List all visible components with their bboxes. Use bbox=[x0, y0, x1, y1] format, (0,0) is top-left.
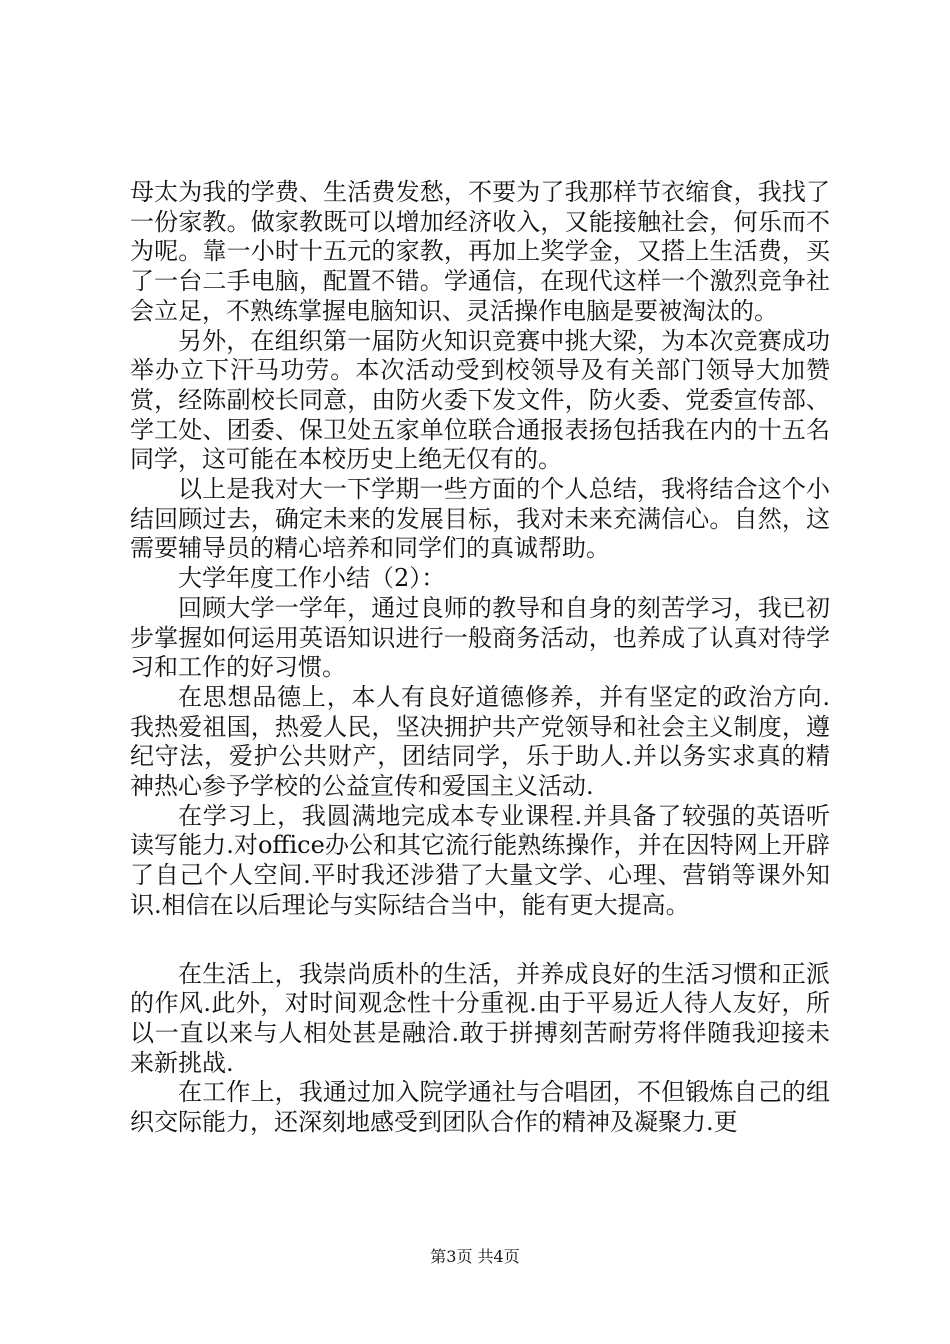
paragraph-fire-contest: 另外，在组织第一届防火知识竞赛中挑大梁，为本次竞赛成功举办立下汗马功劳。本次活动受到校领导及有关部门领导大加赞赏，经陈副校长同意，由防火委下发文件，防火委、党委宣传部、学工处、团委、保卫处五家单位联合通报表扬包括我在内的十五名同学，这可能在本校历史上绝无仅有的。 bbox=[130, 326, 830, 474]
paragraph-morality: 在思想品德上，本人有良好道德修养，并有坚定的政治方向.我热爱祖国，热爱人民，坚决拥护共产党领导和社会主义制度，遵纪守法，爱护公共财产，团结同学，乐于助人.并以务实求真的精神热心参予学校的公益宣传和爱国主义活动. bbox=[130, 682, 830, 801]
paragraph-summary: 以上是我对大一下学期一些方面的个人总结，我将结合这个小结回顾过去，确定未来的发展目标，我对未来充满信心。自然，这需要辅导员的精心培养和同学们的真诚帮助。 bbox=[130, 475, 830, 563]
paragraph-study: 在学习上，我圆满地完成本专业课程.并具备了较强的英语听读写能力.对office办公和其它流行能熟练操作，并在因特网上开辟了自己个人空间.平时我还涉猎了大量文学、心理、营销等课外知识.相信在以后理论与实际结合当中，能有更大提高。 bbox=[130, 801, 830, 919]
paragraph-review: 回顾大学一学年，通过良师的教导和自身的刻苦学习，我已初步掌握如何运用英语知识进行一般商务活动，也养成了认真对待学习和工作的好习惯。 bbox=[130, 593, 830, 682]
section-heading: 大学年度工作小结（2）： bbox=[178, 564, 446, 593]
document-body bbox=[130, 178, 830, 1138]
paragraph-gap bbox=[130, 921, 830, 960]
page-number-footer: 第3页 共4页 bbox=[430, 1247, 520, 1266]
paragraph-work: 在工作上，我通过加入院学通社与合唱团，不但锻炼自己的组织交际能力，还深刻地感受到团队合作的精神及凝聚力.更 bbox=[130, 1078, 830, 1137]
paragraph-continuation: 母太为我的学费、生活费发愁，不要为了我那样节衣缩食，我找了一份家教。做家教既可以增加经济收入，又能接触社会，何乐而不为呢。靠一小时十五元的家教，再加上奖学金，又搭上生活费，买了一台二手电脑，配置不错。学通信，在现代这样一个激烈竞争社会立足，不熟练掌握电脑知识、灵活操作电脑是要被淘汰的。 bbox=[130, 178, 830, 325]
paragraph-life: 在生活上，我崇尚质朴的生活，并养成良好的生活习惯和正派的作风.此外，对时间观念性十分重视.由于平易近人待人友好，所以一直以来与人相处甚是融洽.敢于拼搏刻苦耐劳将伴随我迎接未来新挑战. bbox=[130, 959, 830, 1077]
